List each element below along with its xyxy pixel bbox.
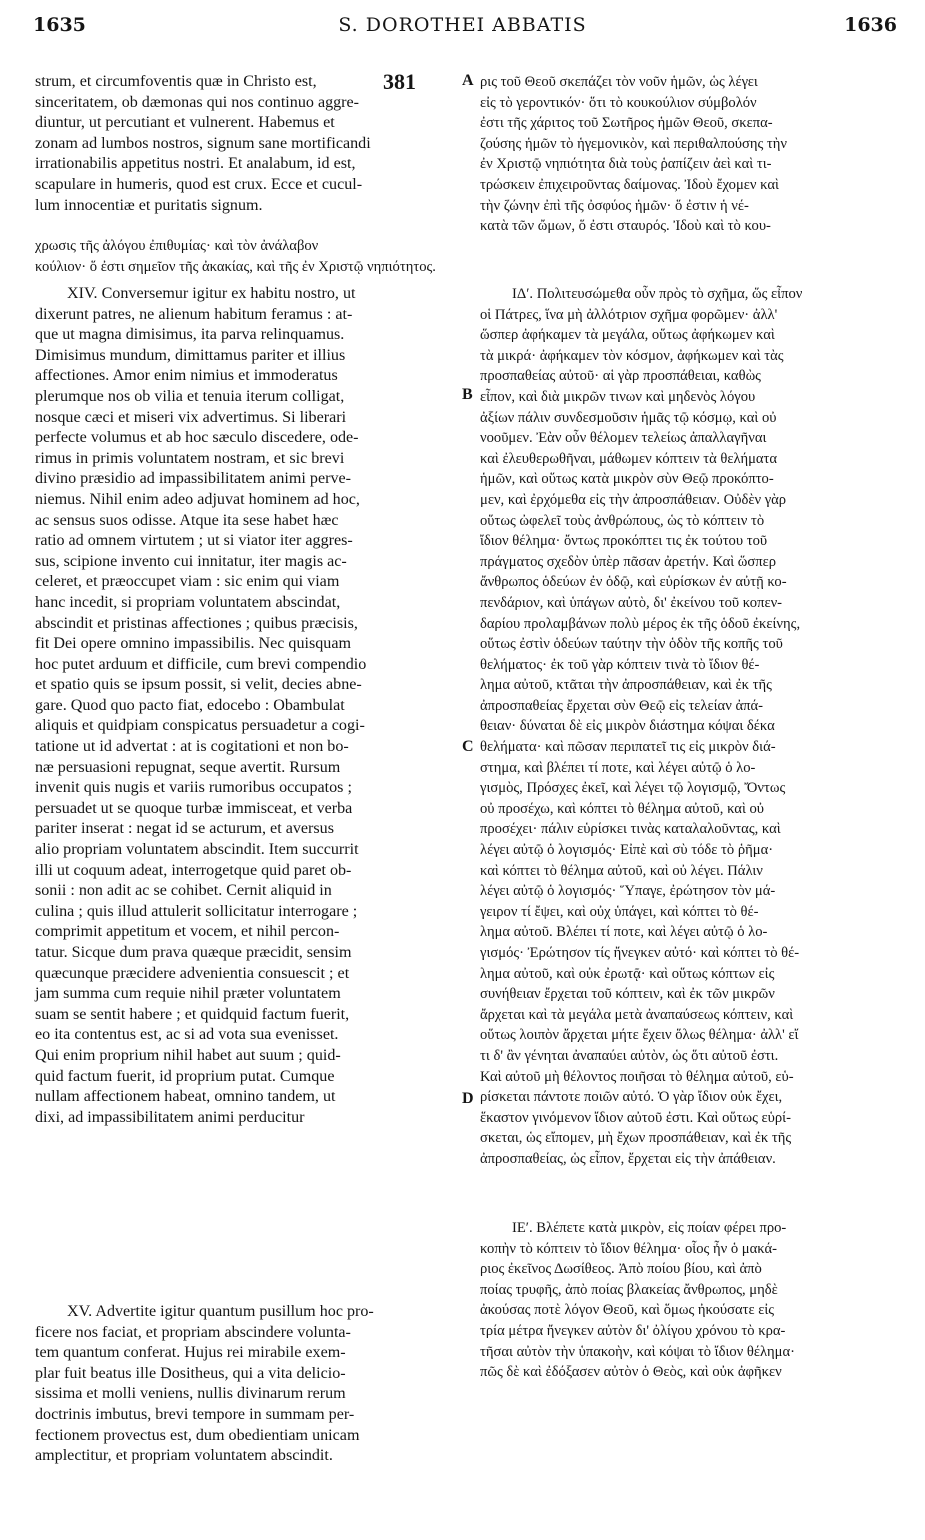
text-line: προσπαθείας αὐτοῦ· αἱ γὰρ προσπάθειαι, καθὼς: [480, 368, 761, 385]
text-line: ἐστι τῆς χάριτος τοῦ Σωτῆρος ἡμῶν Θεοῦ, σκεπα-: [480, 115, 773, 132]
greek-spill-line: χρωσις τῆς ἀλόγου ἐπιθυμίας· καὶ τὸν ἀνάλαβον: [35, 238, 319, 254]
text-line: Καὶ αὐτοῦ μὴ θέλοντος ποιῆσαι τὸ θέλημα αὐτοῦ, εὑ-: [480, 1068, 794, 1085]
text-line: scapulare in humeris, quod est crux. Ecce et cucul-: [35, 175, 363, 193]
text-line: næ persuasioni repugnat, seque avertit. Rursum: [35, 758, 341, 776]
text-line: zonam ad lumbos nostros, signum sane mortificandi: [35, 134, 371, 152]
text-line: γειρον τί ἔψει, καὶ οὐχ ὑπάγει, καὶ κόπτει τὸ θέ-: [480, 903, 759, 920]
text-line: οὐ προσέχω, καὶ κόπτει τὸ θέλημα αὐτοῦ, καὶ οὐ: [480, 800, 765, 817]
text-line: λέγει αὐτῷ ὁ λογισμός· Ὕπαγε, ἐρώτησον τὸν μά-: [480, 883, 776, 900]
text-line: Qui enim proprium nihil habet aut suum ; quid-: [35, 1046, 341, 1064]
text-line: persuadet ut se quoque turbæ immisceat, et verba: [35, 799, 353, 817]
text-line: ἐν Χριστῷ νηπιότητα διὰ τοὺς ῥαπίζειν ἀεὶ καὶ τι-: [480, 156, 772, 173]
text-line: sus, scipione invento cui innitatur, iter magis ac-: [35, 552, 347, 570]
greek-spill: [35, 236, 455, 277]
text-line: θειαν· δύναται δὲ εἰς μικρὸν διάστημα κόψαι δέκα: [480, 718, 775, 735]
greek-spill-line: κούλιον· ὅ ἐστι σημεῖον τῆς ἀκακίας, καὶ τῆς ἐν Χριστῷ νηπιότητος.: [35, 258, 436, 275]
text-line: κοπὴν τὸ κόπτειν τὸ ἴδιον θέλημα· οἷος ἦν ὁ μακά-: [480, 1240, 777, 1257]
text-line: σκεται, ὡς εἴπομεν, μὴ ἔχων προσπάθειαν, καὶ ἐκ τῆς: [480, 1130, 792, 1147]
text-line: στημα, καὶ βλέπει τί ποτε, καὶ λέγει αὐτῷ ὁ λο-: [480, 759, 756, 776]
text-line: gare. Quod quo pacto fiat, edocebo : Obambulat: [35, 696, 345, 714]
text-line: οὕτως λοιπὸν ἄρχεται μήτε ἔχειν ὅλως θέλημα· ἀλλ' εἴ: [480, 1027, 799, 1044]
text-line: sissima et molli veniens, nullis divinarum rerum: [35, 1385, 346, 1403]
text-line: lum innocentiæ et puritatis signum.: [35, 196, 263, 214]
text-line: θελήματα· καὶ πῶσαν περιπατεῖ τις εἰς μικρὸν διά-: [480, 739, 776, 756]
text-line: nullam affectionem habeat, omnino tandem, ut: [35, 1088, 336, 1106]
page-number-right: 1636: [844, 14, 897, 36]
running-title: S. DOROTHEI ABBATIS: [338, 14, 587, 36]
text-line: οὕτως ἐστὶν ὁδεύων ταύτην τὴν ὁδὸν τῆς κοπῆς τοῦ: [480, 636, 783, 653]
text-line: λημα αὐτοῦ, καὶ οὐκ ἐρωτᾷ· καὶ οὕτως κόπτων εἰς: [480, 965, 775, 982]
text-line: νοοῦμεν. Ἐὰν οὖν θέλομεν τελείως ἀπαλλαγῆναι: [480, 430, 767, 447]
latin-text-block-2: [35, 284, 455, 1128]
text-line: ἕκαστον γινόμενον ἴδιον αὐτοῦ ἐστι. Καὶ οὕτως εὑρί-: [480, 1109, 791, 1126]
greek-text-block-1: [480, 72, 900, 237]
text-line: tem quantum conferat. Hujus rei mirabile exem-: [35, 1344, 346, 1362]
text-line: ρις τοῦ Θεοῦ σκεπάζει τὸν νοῦν ἡμῶν, ὡς λέγει: [480, 74, 758, 90]
text-line: abscindit et pristinas affectiones ; quibus præcisis,: [35, 614, 358, 632]
text-line: alio propriam voluntatem abscindit. Item succurrit: [35, 841, 359, 859]
text-line: οἱ Πάτρες, ἵνα μὴ ἀλλότριον σχῆμα φορῶμεν· ἀλλ': [480, 306, 778, 323]
text-line: τὴν ζώνην ἐπὶ τῆς ὀσφύος ἡμῶν· ὅ ἐστιν ἡ νέ-: [480, 197, 749, 214]
text-line: tatione ut id advertat : at is cogitationi et non bo-: [35, 738, 349, 756]
text-line: celeret, et præoccupet viam : sic enim qui viam: [35, 573, 340, 591]
text-line: suam se sentit habere ; et quidquid factum fuerit,: [35, 1005, 350, 1023]
text-line: affectiones. Amor enim nimius et immoderatus: [35, 367, 338, 385]
text-line: ac sensus suos odisse. Atque ita sese habet hæc: [35, 511, 339, 529]
text-line: οὕτως ὠφελεῖ τοὺς ἀνθρώπους, ὡς τὸ κόπτειν τὸ: [480, 512, 765, 529]
text-line: τρία μέτρα ἤνεγκεν αὐτὸν δι' ὀλίγου χρόνου τὸ κρα-: [480, 1322, 786, 1339]
greek-text-block-3: [480, 1218, 900, 1383]
text-line: que ut magna dimisimus, ita parva relinquamus.: [35, 326, 345, 344]
text-line: ΙΔʹ. Πολιτευσώμεθα οὖν πρὸς τὸ σχῆμα, ὥς εἶπον: [512, 286, 803, 302]
text-line: ἀπροσπαθείας, ὡς εἶπον, ἔρχεται εἰς τὴν ἀπάθειαν.: [480, 1150, 776, 1167]
text-line: plar fuit beatus ille Dositheus, qui a vita delicio-: [35, 1364, 346, 1382]
text-line: invenit quis nugis et variis rumoribus occupatos ;: [35, 779, 352, 797]
text-line: μεν, καὶ ἐρχόμεθα εἰς τὴν ἀπροσπάθειαν. Οὐδὲν γὰρ: [480, 491, 787, 508]
text-line: ἡμῶν, καὶ οὕτως κατὰ μικρὸν σὺν Θεῷ προκόπτο-: [480, 471, 774, 488]
text-line: nosque cæci et miseri vix advertimus. Si liberari: [35, 408, 347, 426]
text-line: fectionem provectus est, dum obedientiam unicam: [35, 1426, 360, 1444]
text-line: ἄρχεται καὶ τὰ μεγάλα μετὰ ἀναπαύσεως κόπτειν, καὶ: [480, 1006, 794, 1023]
text-line: culina ; quis illud attulerit sollicitatur interrogare ;: [35, 902, 358, 920]
text-line: προσέχει· πάλιν εὑρίσκει τινὰς καταλαλοῦντας, καὶ: [480, 821, 781, 838]
text-line: τὰ μικρά· ἀφήκαμεν τὸν κόσμον, ἀφήκωμεν καὶ τὰς: [480, 347, 784, 364]
text-line: ἴδιον θέλημα· ὄντως προκόπτει τις ἐκ τούτου τοῦ: [480, 533, 768, 550]
text-line: hoc putet arduum et difficile, cum brevi compendio: [35, 655, 367, 673]
text-line: τι δ' ἂν γένηται ἀναπαύει αὐτὸν, ὡς ὅτι αὐτοῦ ἐστι.: [480, 1047, 779, 1064]
text-line: Dimisimus mundum, dimittamus pariter et illius: [35, 346, 346, 364]
text-line: sinceritatem, ob dæmonas qui nos continuo aggre-: [35, 93, 360, 111]
latin-text-block-1: [35, 72, 380, 216]
text-line: λέγει αὐτῷ ὁ λογισμός· Εἰπὲ καὶ σὺ τόδε τὸ ῥῆμα·: [480, 842, 774, 859]
text-line: quid factum fuerit, id proprium putat. Cumque: [35, 1067, 335, 1085]
latin-text-block-3: [35, 1302, 455, 1467]
text-line: ἄνθρωπος ὁδεύων ἐν ὁδῷ, καὶ εὑρίσκων ἐν αὐτῇ κο-: [480, 574, 787, 591]
text-line: diuntur, ut percutiant et vulnerent. Habemus et: [35, 114, 335, 132]
margin-letter-d: D: [462, 1090, 474, 1107]
text-line: πράγματος σχεδὸν ὑπὲρ πᾶσαν ἀρετήν. Καὶ ὥσπερ: [480, 553, 777, 570]
text-line: rimus in primis voluntatem nostram, et sic brevi: [35, 449, 345, 467]
text-line: ὥσπερ ἀφήκαμεν τὰ μεγάλα, οὕτως ἀφήκωμεν καὶ: [480, 327, 775, 344]
text-line: divino præsidio ad impassibilitatem animi perve-: [35, 470, 352, 488]
text-line: δαρίου προλαμβάνων πολὺ μέρος ἐκ τῆς ὁδοῦ ἐκείνης,: [480, 615, 801, 632]
text-line: ρίσκεται πάντοτε ποιῶν αὐτό. Ὁ γὰρ ἴδιον οὐκ ἔχει,: [480, 1089, 783, 1106]
text-line: ποίας τρυφῆς, ἀπὸ ποίας βλακείας ἄνθρωπος, μηδὲ: [480, 1281, 778, 1298]
column-marker: 381: [383, 69, 416, 94]
text-line: ριος ἐκεῖνος Δωσίθεος. Ἀπὸ ποίου βίου, καὶ ἀπὸ: [480, 1261, 762, 1278]
text-line: εἰς τὸ γεροντικόν· ὅτι τὸ κουκούλιον σύμβολόν: [480, 94, 757, 111]
greek-text-block-2: [480, 284, 900, 1170]
text-line: dixerunt patres, ne alienum habitum feramus : at-: [35, 305, 353, 323]
text-line: irrationabilis appetitus nostri. Et analabum, id est,: [35, 155, 356, 173]
text-line: tatur. Sicque dum prava quæque præcidit, sensim: [35, 944, 352, 961]
text-line: comprimit appetitum et vocem, et nihil percon-: [35, 923, 340, 941]
text-line: ζούσης ἡμῶν τὸ ἡγεμονικὸν, καὶ περιθαλπούσης τὴν: [480, 135, 787, 152]
text-line: λημα αὐτοῦ, κτᾶται τὴν ἀπροσπάθειαν, καὶ ἐκ τῆς: [480, 677, 772, 694]
text-line: hanc incedit, si propriam voluntatem abscindat,: [35, 593, 341, 611]
margin-letter-a: A: [462, 72, 474, 89]
text-line: θελήματος· ἐκ τοῦ γὰρ κόπτειν τινὰ τὸ ἴδιον θέ-: [480, 656, 760, 673]
margin-letter-c: C: [462, 738, 474, 755]
text-line: dixi, ad impassibilitatem animi perducitur: [35, 1108, 305, 1126]
text-line: εἶπον, καὶ διὰ μικρῶν τινων καὶ μηδενὸς λόγου: [480, 388, 756, 405]
text-line: amplectitur, et propriam voluntatem abscindit.: [35, 1447, 333, 1465]
text-line: jam summa cum requie nihil præter voluntatem: [35, 985, 341, 1003]
text-line: πενδάριον, καὶ ὑπάγων αὐτὸ, δι' ἐκείνου τοῦ κοπεν-: [480, 594, 783, 611]
text-line: perfecte volumus et ab hoc sæculo discedere, ode-: [35, 429, 359, 447]
text-line: illi ut coquum adeat, interrogetque quid paret ob-: [35, 861, 352, 879]
text-line: pariter inserat : negat id se acturum, et aversus: [35, 820, 334, 838]
text-line: πῶς δὲ καὶ ἐδόξασεν αὐτὸν ὁ Θεὸς, καὶ οὐκ ἀφῆκεν: [480, 1364, 782, 1381]
text-line: ficere nos faciat, et propriam abscindere volunta-: [35, 1323, 351, 1341]
text-line: et spatio quis se ipsum possit, si velit, decies abne-: [35, 676, 362, 694]
page-header: [0, 8, 925, 44]
text-line: καὶ κόπτει τὸ θέλημα αὐτοῦ, καὶ οὐ λέγει. Πάλιν: [480, 862, 763, 879]
text-line: plerumque nos ob vilia et tenuia iterum colligat,: [35, 387, 345, 405]
text-line: συνήθειαν ἔρχεται τοῦ κόπτειν, καὶ ἐκ τῶν μικρῶν: [480, 986, 775, 1003]
page-number-left: 1635: [33, 14, 86, 36]
text-line: niemus. Nihil enim adeo adjuvat hominem ad hoc,: [35, 490, 360, 508]
text-line: XV. Advertite igitur quantum pusillum hoc pro-: [67, 1303, 374, 1320]
text-line: γισμός· Ἐρώτησον τίς ἤνεγκεν αὐτό· καὶ κόπτει τὸ θέ-: [480, 945, 800, 961]
text-line: γισμὸς, Πρόσχες ἐκεῖ, καὶ λέγει τῷ λογισμῷ, Ὄντως: [480, 780, 786, 797]
text-line: κατὰ τῶν ὤμων, ὅ ἐστι σταυρός. Ἰδοὺ καὶ τὸ κου-: [480, 218, 771, 235]
text-line: ratio ad omnem virtutem ; ut si viator iter aggres-: [35, 532, 353, 550]
text-line: τρώσκειν ἐπιχειροῦντας δαίμονας. Ἰδοὺ ἔχομεν καὶ: [480, 176, 779, 193]
text-line: ΙΕʹ. Βλέπετε κατὰ μικρὸν, εἰς ποίαν φέρει προ-: [512, 1220, 787, 1236]
text-line: ἀκούσας ποτὲ λόγον Θεοῦ, καὶ ὅμως ἠκούσατε εἰς: [480, 1302, 775, 1319]
text-line: ἀξίων πάλιν συνδεσμοῦσιν ἡμᾶς τῷ κόσμῳ, καὶ οὐ: [480, 409, 777, 426]
text-line: aliquis et quidpiam conspicatus persuadetur a cogi-: [35, 717, 365, 735]
text-line: strum, et circumfoventis quæ in Christo est,: [35, 73, 317, 90]
text-line: XIV. Conversemur igitur ex habitu nostro, ut: [67, 285, 356, 302]
text-line: ἀπροσπαθείας ἔρχεται σὺν Θεῷ εἰς τελείαν ἀπά-: [480, 697, 763, 714]
text-line: eo ita contentus est, ac si ad vota sua evenisset.: [35, 1026, 339, 1044]
text-line: sonii : non adit ac se cohibet. Cernit aliquid in: [35, 882, 332, 900]
text-line: λημα αὐτοῦ. Βλέπει τί ποτε, καὶ λέγει αὐτῷ ὁ λο-: [480, 924, 768, 941]
text-line: quæcunque præcidere advenientia consuescit ; et: [35, 964, 350, 982]
text-line: doctrinis imbutus, brevi tempore in summam per-: [35, 1405, 355, 1423]
margin-letter-b: B: [462, 386, 473, 403]
text-line: fit Dei opere omnino impassibilis. Nec quisquam: [35, 635, 352, 653]
text-line: τῆσαι αὐτὸν τὴν ὑπακοὴν, καὶ κόψαι τὸ ἴδιον θέλημα·: [480, 1343, 795, 1360]
text-line: καὶ ἐλευθερωθῆναι, μάθωμεν κόπτειν τὰ θελήματα: [480, 450, 778, 467]
